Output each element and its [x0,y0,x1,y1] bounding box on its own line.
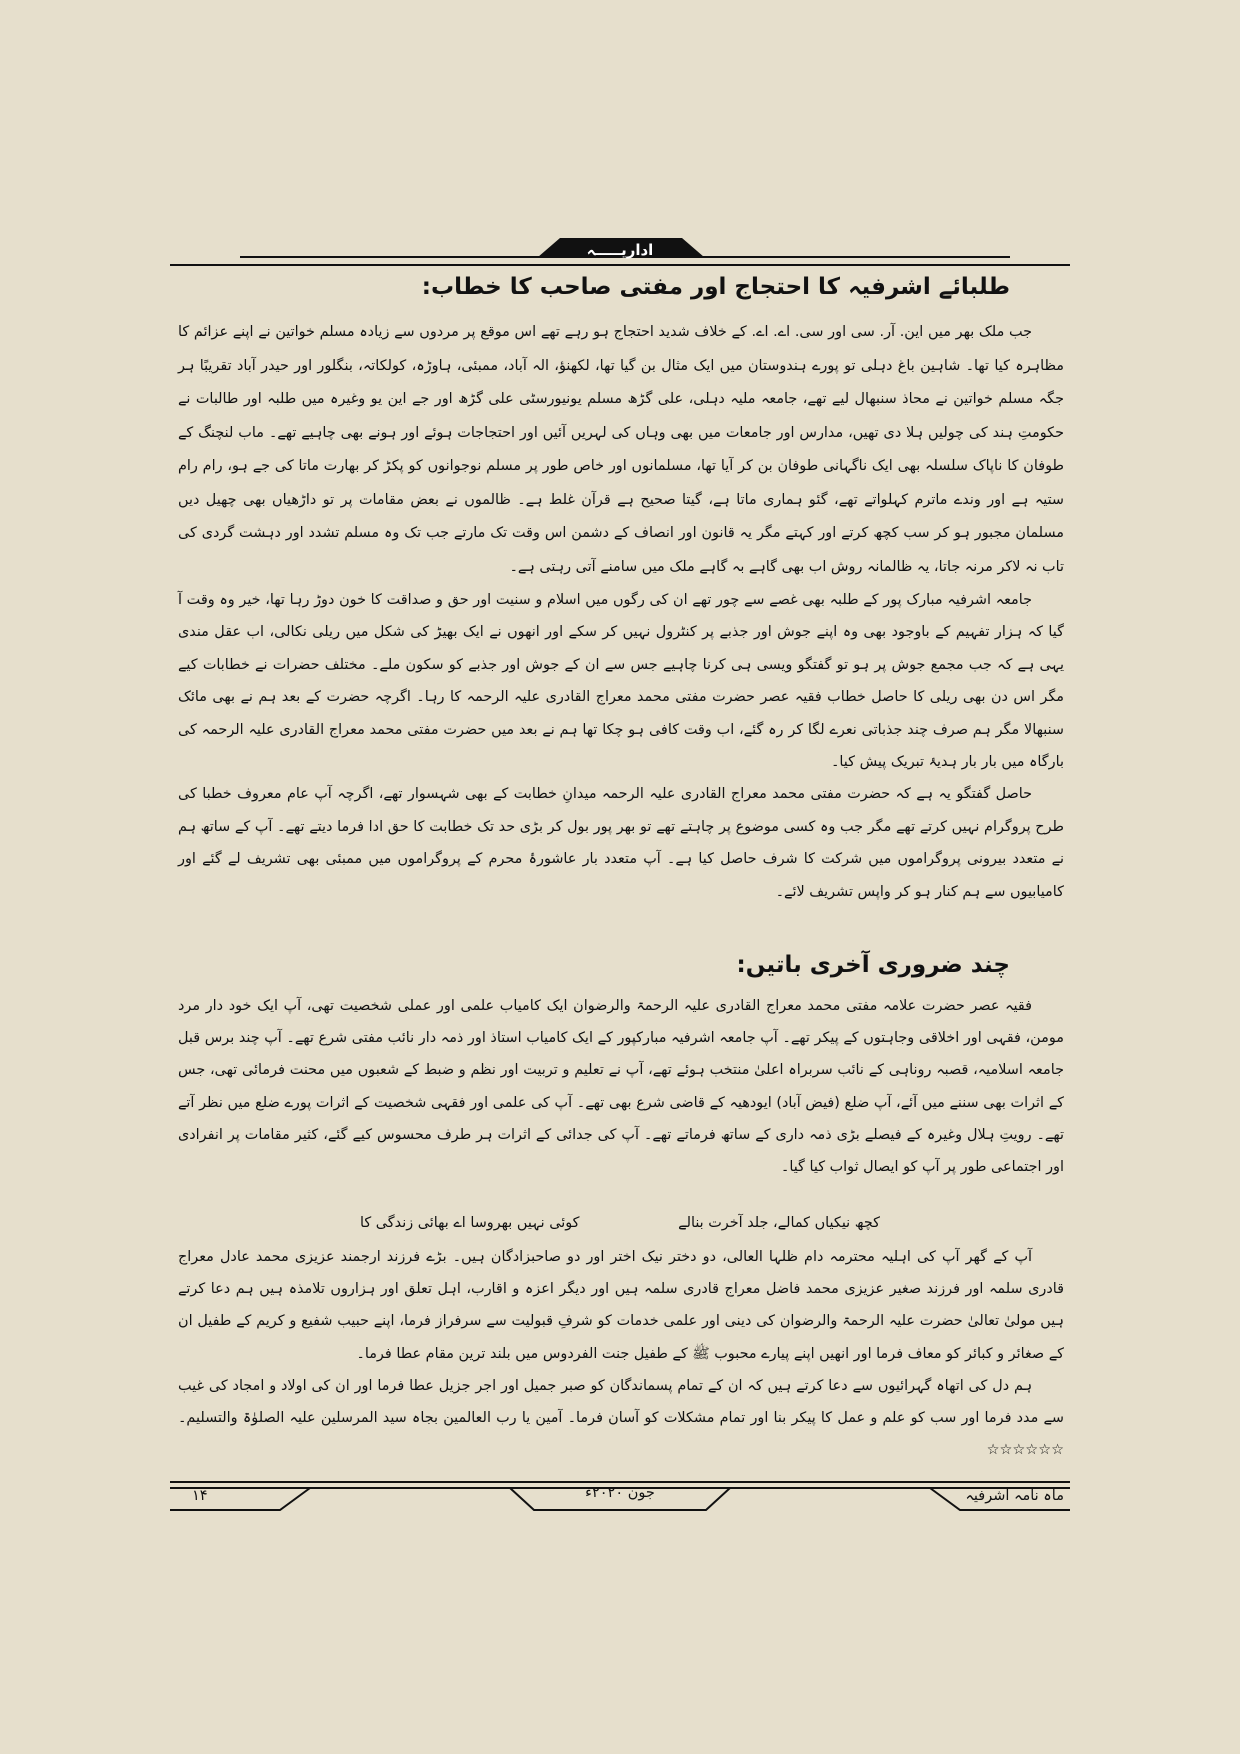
body-section-1 [178,316,1064,908]
issue-date: جون ۲۰۲۰ء [585,1485,655,1501]
paragraph: حاصل گفتگو یہ ہے کہ حضرت مفتی محمد معراج القادری علیہ الرحمہ میدانِ خطابت کے بھی شہسوار تھے، اگرچہ آپ عام معروف خطبا کی طرح پروگرام نہیں کرتے تھے مگر جب وہ کسی موضوع پر چاہتے تھے تو بھر پور بول کر بڑی حد تک خطابت کا حق ادا فرما دیتے تھے۔ آپ کے ساتھ ہم نے متعدد بیرونی پروگراموں میں شرکت کا شرف حاصل کیا ہے۔ آپ متعدد بار عاشورۂ محرم کے پروگراموں میں ممبئی بھی تشریف لے گئے اور کامیابیوں سے ہم کنار ہو کر واپس تشریف لائے۔ [178,786,1064,900]
article-heading: طلبائے اشرفیہ کا احتجاج اور مفتی صاحب کا خطاب: [421,274,1010,300]
paragraph: فقیہ عصر حضرت علامہ مفتی محمد معراج القادری علیہ الرحمۃ والرضوان ایک کامیاب علمی اور عملی شخصیت تھی، آپ ایک خود دار مرد مومن، فقہی اور اخلاقی وجاہتوں کے پیکر تھے۔ آپ جامعہ اشرفیہ مبارکپور کے ایک کامیاب استاذ اور ذمہ دار نائب مفتی شرع تھے۔ آپ چند برس قبل جامعہ اسلامیہ، قصبہ روناہی کے نائب سربراہ اعلیٰ منتخب ہوئے تھے، آپ نے تعلیم و تربیت اور نظم و ضبط کے شعبوں میں محنت فرمائی تھی، جس کے اثرات بھی سننے میں آئے، آپ ضلع (فیض آباد) ایودھیہ کے قاضی شرع بھی تھے۔ آپ کی علمی اور فقہی شخصیت کے اثرات پورے ضلع میں نظر آتے تھے۔ رویتِ ہلال وغیرہ کے فیصلے بڑی ذمہ داری کے ساتھ فرماتے تھے۔ آپ کی جدائی کے اثرات ہر طرف محسوس کیے گئے، کثیر مقامات پر انفرادی اور اجتماعی طور پر آپ کو ایصال ثواب کیا گیا۔ [178,998,1064,1176]
verse-right: کچھ نیکیاں کمالے، جلد آخرت بنالے [678,1215,880,1231]
page-number: ۱۴ [192,1488,208,1504]
paragraph: جب ملک بھر میں این. آر. سی اور سی. اے. اے. کے خلاف شدید احتجاج ہو رہے تھے اس موقع پر مردوں سے زیادہ مسلم خواتین نے اپنے عزائم کا مظاہرہ کیا تھا۔ شاہین باغ دہلی تو پورے ہندوستان میں ایک مثال بن گیا تھا، لکھنؤ، الہ آباد، ممبئی، ہاوڑہ، کولکاتہ، بنگلور اور حیدر آباد تقریبًا ہر جگہ مسلم خواتین نے محاذ سنبھال لیے تھے، جامعہ ملیہ دہلی، علی گڑھ مسلم یونیورسٹی علی گڑھ اور جے این یو وغیرہ میں طلبہ اور طالبات نے حکومتِ ہند کی چولیں ہلا دی تھیں، مدارس اور جامعات میں بھی وہاں کی لہریں آئیں اور احتجاجات ہوئے اور ہونے بھی چاہیے تھے۔ ماب لنچنگ کے طوفان کا ناپاک سلسلہ بھی ایک ناگہانی طوفان بن کر آیا تھا، مسلمانوں اور خاص طور پر مسلم نوجوانوں کو پکڑ کر بھارت ماتا کی جے ہو، رام رام ستیہ ہے اور وندے ماترم کہلواتے تھے، گئو ہماری ماتا ہے، گیتا صحیح ہے قرآن غلط ہے۔ ظالموں نے بعض مقامات پر تو داڑھیاں بھی چھیل دیں مسلمان مجبور ہو کر سب کچھ کرتے اور کہتے مگر یہ قانون اور انصاف کے دشمن اس وقت تک مارتے جب تک وہ مسلم تشدد اور دہشت گردی کی تاب نہ لاکر مرنہ جاتا، یہ ظالمانہ روش اب بھی گاہے بہ گاہے ملک میں سامنے آتی رہتی ہے۔ [178,324,1064,575]
magazine-name: ماہ نامہ اشرفیہ [965,1488,1064,1504]
verse-left: کوئی نہیں بھروسا اے بھائی زندگی کا [360,1215,580,1231]
paragraph: جامعہ اشرفیہ مبارک پور کے طلبہ بھی غصے سے چور تھے ان کی رگوں میں اسلام و سنیت اور حق و صداقت کا خون دوڑ رہا تھا، خیر وہ وقت آ گیا کہ ہزار تفہیم کے باوجود بھی وہ اپنے جوش اور جذبے پر کنٹرول نہیں کر سکے اور انھوں نے ایک بھیڑ کی شکل میں ریلی نکالی، اب عقل مندی یہی ہے کہ جب مجمع جوش پر ہو تو گفتگو ویسی ہی کرنا چاہیے جس سے ان کے جوش اور جذبے کو سکون ملے۔ مختلف حضرات نے خطابات کیے مگر اس دن بھی ریلی کا حاصل خطاب فقیہ عصر حضرت مفتی محمد معراج القادری علیہ الرحمہ کا رہا۔ اگرچہ حضرت کے بعد ہم نے بھی مائک سنبھالا مگر ہم صرف چند جذباتی نعرے لگا کر رہ گئے، اب وقت کافی ہو چکا تھا ہم نے بعد میں حضرت مفتی محمد معراج القادری علیہ الرحمہ کی بارگاہ میں بار بار ہدیۂ تبریک پیش کیا۔ [178,592,1064,771]
body-section-2 [178,990,1064,1183]
paragraph: ہم دل کی اتھاہ گہرائیوں سے دعا کرتے ہیں کہ ان کے تمام پسماندگان کو صبر جمیل اور اجر جزیل عطا فرما اور ان کی اولاد و امجاد کی غیب سے مدد فرما اور سب کو علم و عمل کا پیکر بنا اور تمام مشکلات کو آسان فرما۔ آمین یا رب العالمین بجاہ سید المرسلین علیہ الصلوٰۃ والتسلیم۔ ☆☆☆☆☆☆ [178,1377,1064,1459]
section-heading: چند ضروری آخری باتیں: [736,952,1010,978]
body-section-3 [178,1241,1064,1466]
section-label: اداریـــــہ [586,241,654,259]
verse-couplet [360,1208,880,1238]
paragraph: آپ کے گھر آپ کی اہلیہ محترمہ دام ظلہا العالی، دو دختر نیک اختر اور دو صاحبزادگان ہیں۔ بڑے فرزند ارجمند عزیزی محمد عادل معراج قادری سلمہ اور فرزند صغیر عزیزی محمد فاضل معراج قادری سلمہ ہیں اور دیگر اعزہ و اقارب، اہل تعلق اور ہزاروں تلامذہ ہیں ہم دعا کرتے ہیں مولیٰ تعالیٰ حضرت علیہ الرحمۃ والرضوان کی دینی اور علمی خدمات کو شرفِ قبولیت سے سرفراز فرما، اپنے حبیب شفیع و کریم کے طفیل ان کے صغائر و کبائر کو معاف فرما اور انھیں اپنے پیارے محبوب ﷺ کے طفیل جنت الفردوس میں بلند ترین مقام عطا فرما۔ [178,1249,1064,1362]
